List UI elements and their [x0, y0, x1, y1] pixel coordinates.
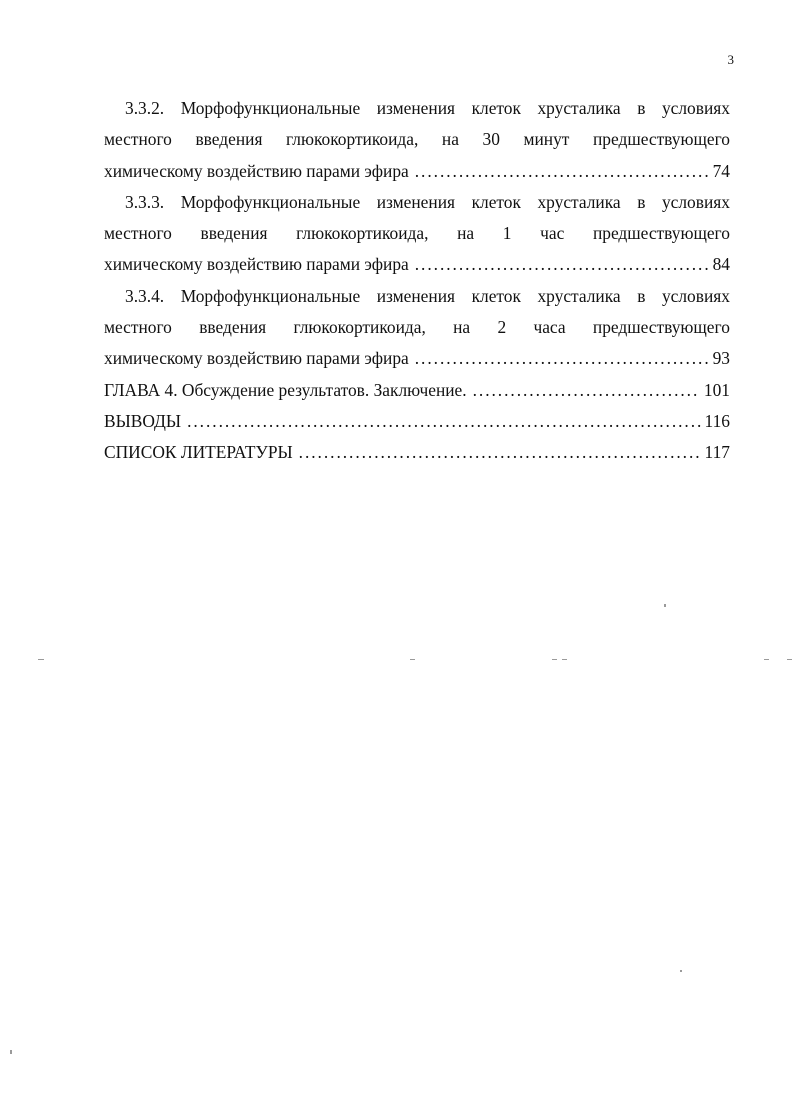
scan-speck: [664, 604, 666, 607]
toc-word: в: [637, 285, 646, 306]
toc-word: в: [637, 191, 646, 212]
toc-word: предшествующего: [592, 317, 730, 338]
dot-leader: [415, 343, 709, 374]
toc-word: 30: [482, 129, 500, 150]
toc-word: на: [453, 317, 471, 338]
scan-speck: [562, 659, 567, 660]
toc-word: условиях: [661, 191, 730, 212]
scan-speck: [764, 659, 769, 660]
toc-entry-title: химическому воздействию парами эфира: [104, 254, 409, 275]
toc-word: местного: [104, 223, 172, 244]
toc-page-number: 101: [703, 379, 730, 400]
table-of-contents: [104, 93, 730, 469]
scan-speck: [38, 659, 44, 660]
toc-word: клеток: [471, 191, 521, 212]
scan-speck: [787, 659, 792, 660]
toc-entry-conclusions: [104, 406, 730, 437]
toc-word: час: [540, 223, 565, 244]
toc-word: Морфофункциональные: [180, 98, 361, 118]
toc-word: 3.3.3.: [125, 191, 165, 212]
toc-word: 3.3.4.: [125, 285, 165, 306]
toc-word: минут: [523, 129, 570, 150]
toc-word: 1: [502, 223, 512, 244]
toc-word: изменения: [376, 285, 456, 306]
toc-word: изменения: [376, 191, 456, 212]
toc-word: условиях: [661, 285, 730, 306]
toc-word: 2: [497, 317, 507, 338]
toc-word: местного: [104, 129, 172, 150]
dot-leader: [299, 437, 701, 468]
toc-page-number: 117: [704, 442, 730, 463]
toc-word: предшествующего: [592, 223, 730, 244]
toc-word: введения: [200, 223, 268, 244]
toc-word: введения: [199, 317, 267, 338]
toc-entry-3-3-2-line-2: [104, 124, 730, 155]
toc-word: Морфофункциональные: [180, 285, 361, 306]
toc-entry-title: ГЛАВА 4. Обсуждение результатов. Заключение.: [104, 379, 467, 400]
toc-word: на: [441, 129, 459, 150]
toc-entry-3-3-3-line-1: [104, 187, 730, 218]
toc-word: глюкокортикоида,: [293, 317, 426, 338]
toc-word: 3.3.2.: [125, 98, 165, 118]
toc-entry-3-3-4-line-3: [104, 343, 730, 374]
toc-entry-3-3-2-line-3: [104, 156, 730, 187]
page-number: 3: [727, 52, 734, 67]
toc-entry-3-3-4-line-1: [104, 281, 730, 312]
toc-entry-title: ВЫВОДЫ: [104, 410, 182, 431]
toc-entry-title: химическому воздействию парами эфира: [104, 348, 409, 369]
toc-entry-3-3-3-line-2: [104, 218, 730, 249]
scan-speck: [10, 1050, 12, 1054]
toc-entry-title: СПИСОК ЛИТЕРАТУРЫ: [104, 442, 293, 463]
toc-word: клеток: [471, 98, 521, 118]
toc-word: клеток: [471, 285, 521, 306]
toc-entry-3-3-2-line-1: [104, 93, 730, 124]
toc-word: изменения: [376, 98, 456, 118]
toc-page-number: 116: [704, 410, 730, 431]
toc-word: глюкокортикоида,: [286, 129, 419, 150]
toc-word: предшествующего: [592, 129, 730, 150]
toc-word: на: [457, 223, 475, 244]
dot-leader: [473, 375, 700, 406]
toc-entry-3-3-4-line-2: [104, 312, 730, 343]
toc-word: в: [637, 98, 646, 118]
toc-word: хрусталика: [537, 285, 621, 306]
dot-leader: [415, 156, 709, 187]
toc-page-number: 74: [712, 160, 730, 181]
toc-page-number: 93: [712, 348, 730, 369]
toc-word: введения: [195, 129, 263, 150]
toc-entry-3-3-3-line-3: [104, 249, 730, 280]
scan-speck: [410, 659, 415, 660]
toc-word: часа: [533, 317, 566, 338]
toc-word: глюкокортикоида,: [296, 223, 429, 244]
toc-page-number: 84: [712, 254, 730, 275]
toc-word: хрусталика: [537, 98, 621, 118]
scan-speck: [680, 970, 682, 972]
toc-word: хрусталика: [537, 191, 621, 212]
toc-word: местного: [104, 317, 172, 338]
toc-word: Морфофункциональные: [180, 191, 361, 212]
toc-entry-chapter-4: [104, 375, 730, 406]
dot-leader: [187, 406, 700, 437]
toc-word: условиях: [661, 98, 730, 118]
scan-speck: [552, 659, 557, 660]
dot-leader: [415, 249, 709, 280]
toc-entry-references: [104, 437, 730, 468]
toc-entry-title: химическому воздействию парами эфира: [104, 160, 409, 181]
